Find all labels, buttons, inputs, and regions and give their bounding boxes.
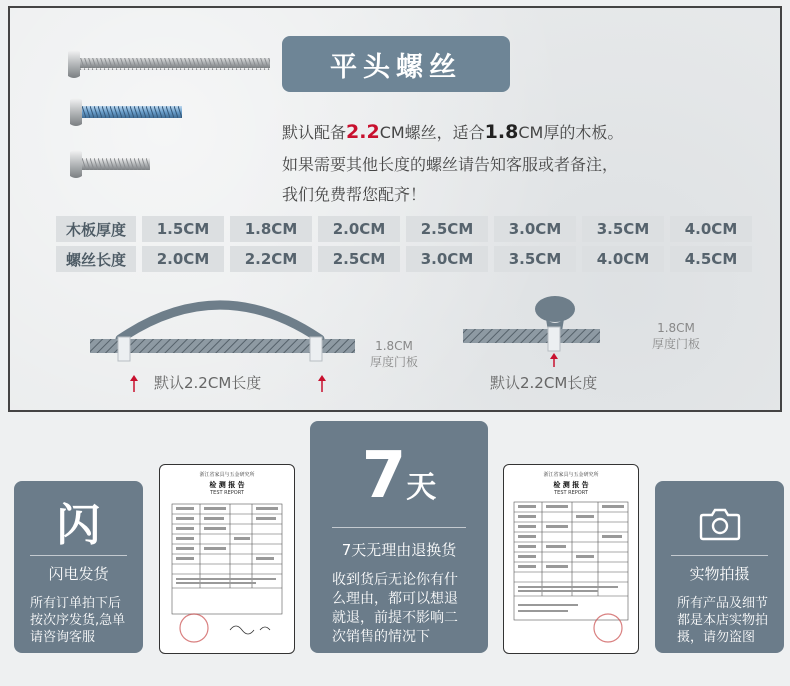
- row-label: 螺丝长度: [56, 246, 136, 272]
- shipping-title: 闪电发货: [48, 565, 109, 583]
- default-board-thickness: 1.8: [484, 121, 519, 143]
- knob-head: [535, 296, 575, 322]
- screw-length-row: [56, 246, 758, 272]
- description-line-2: 如果需要其他长度的螺丝请告知客服或者备注，: [282, 155, 619, 174]
- real-photo-card: [655, 481, 784, 653]
- row-label: 木板厚度: [56, 216, 136, 242]
- title-badge: 平头螺丝: [282, 36, 510, 92]
- seven-day-return-card: [310, 421, 488, 653]
- description-line-3: 我们免费帮您配齐！: [282, 185, 427, 204]
- table-cell: 2.5CM: [318, 246, 400, 272]
- return-days: 7天: [361, 439, 437, 513]
- table-cell: 2.5CM: [406, 216, 488, 242]
- table-cell: 3.0CM: [406, 246, 488, 272]
- divider: [671, 555, 768, 556]
- divider: [30, 555, 127, 556]
- short-screw-image: [66, 146, 156, 182]
- table-cell: 2.0CM: [142, 246, 224, 272]
- divider: [332, 527, 466, 528]
- left-thickness-label: 1.8CM 厚度门板: [370, 339, 419, 369]
- lightning-shipping-card: [14, 481, 143, 653]
- shipping-desc: 所有订单拍下后 按次序发货,急单 请咨询客服: [30, 596, 126, 645]
- description-line-1: 默认配备2.2CM螺丝，适合1.8CM厚的木板。: [282, 121, 624, 143]
- default-screw-length: 2.2: [346, 121, 380, 143]
- test-report-image-right: 浙江省家具与五金研究所 检 测 报 告 TEST REPORT: [503, 464, 639, 654]
- screw-info-panel: [8, 6, 782, 412]
- return-title: 7天无理由退换货: [341, 541, 457, 559]
- photo-title: 实物拍摄: [689, 565, 750, 583]
- table-cell: 1.5CM: [142, 216, 224, 242]
- return-desc: 收到货后无论你有什 么理由，都可以想退 就退，前提不影响二 次销售的情况下: [332, 572, 458, 645]
- door-panel-right: [463, 329, 600, 343]
- long-screw-image: [64, 44, 274, 84]
- table-cell: 4.0CM: [582, 246, 664, 272]
- test-report-image-left: 浙江省家具与五金研究所 检 测 报 告 TEST REPORT: [159, 464, 295, 654]
- size-table: [56, 216, 758, 276]
- table-cell: 4.5CM: [670, 246, 752, 272]
- table-cell: 3.5CM: [494, 246, 576, 272]
- table-cell: 2.2CM: [230, 246, 312, 272]
- photo-desc: 所有产品及细节 都是本店实物拍 摄，请勿盗图: [677, 596, 769, 645]
- table-cell: 3.0CM: [494, 216, 576, 242]
- left-diagram-caption: 默认2.2CM长度: [154, 374, 262, 392]
- table-cell: 2.0CM: [318, 216, 400, 242]
- shipping-glyph: 闪: [56, 500, 101, 551]
- blue-screw-image: [66, 94, 186, 130]
- table-cell: 4.0CM: [670, 216, 752, 242]
- right-diagram-caption: 默认2.2CM长度: [490, 374, 598, 392]
- table-cell: 1.8CM: [230, 216, 312, 242]
- table-cell: 3.5CM: [582, 216, 664, 242]
- handle-arch: [120, 305, 320, 339]
- camera-icon: [699, 507, 741, 541]
- right-thickness-label: 1.8CM 厚度门板: [652, 321, 701, 351]
- board-thickness-row: [56, 216, 758, 242]
